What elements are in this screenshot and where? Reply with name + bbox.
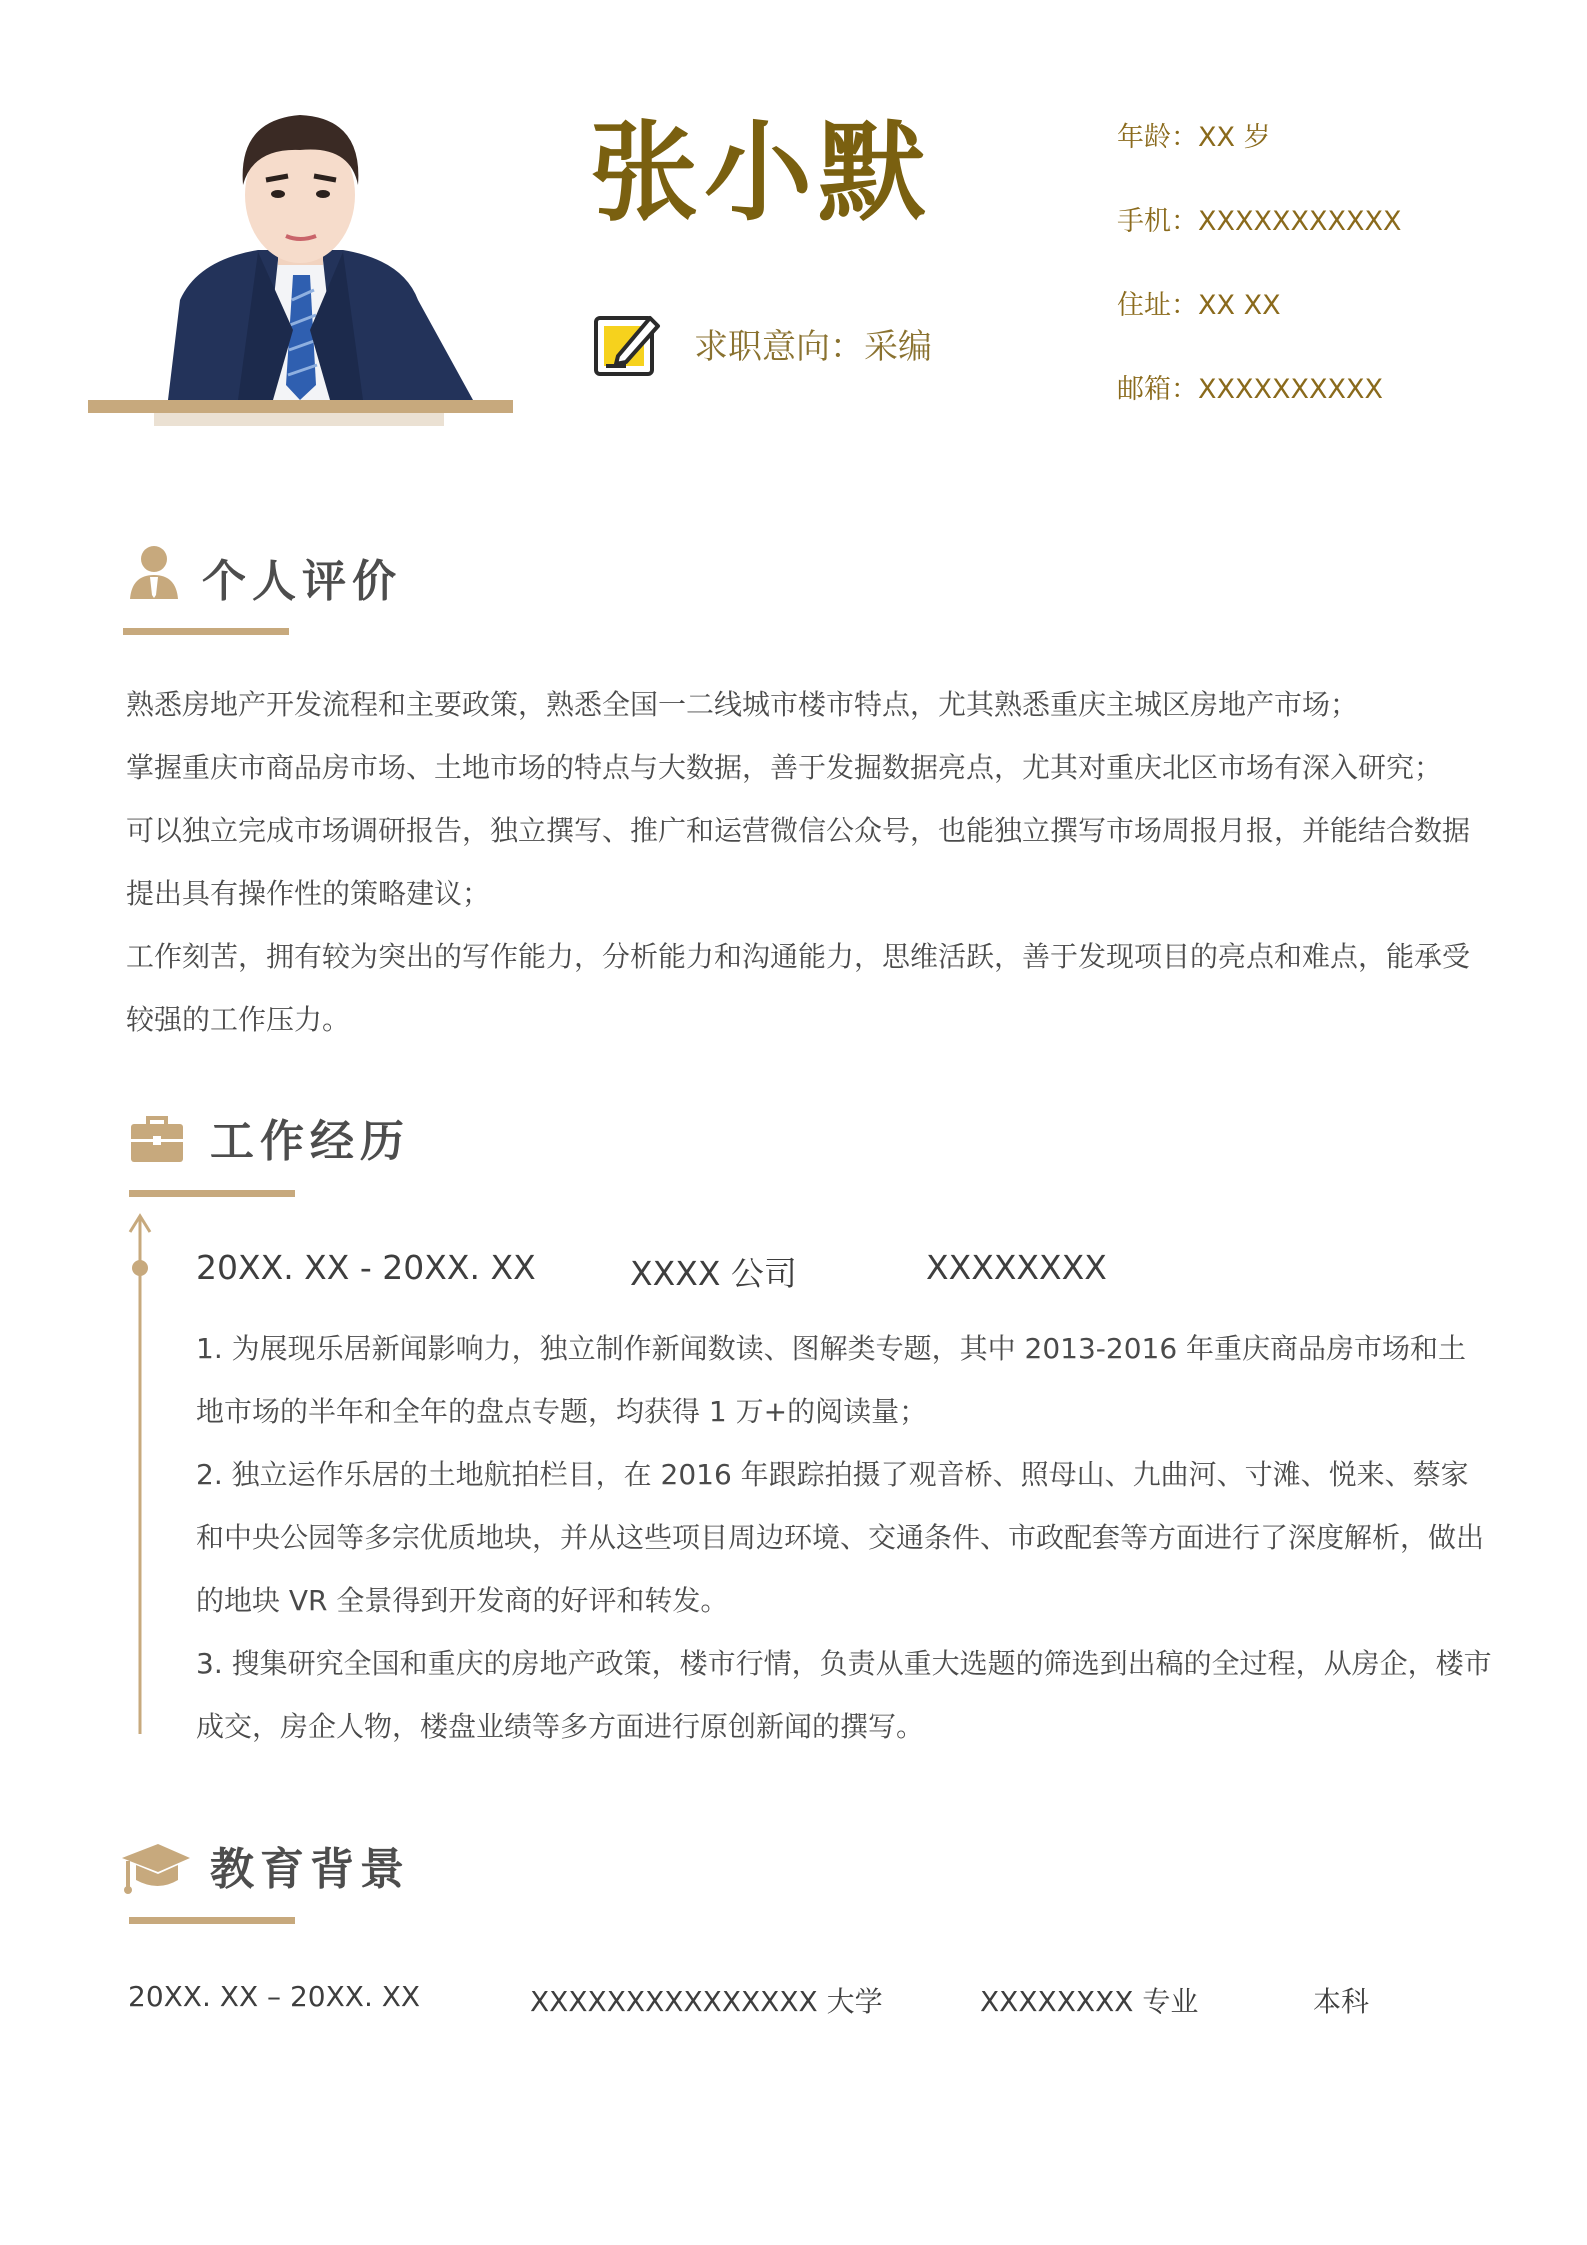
evaluation-line: 熟悉房地产开发流程和主要政策，熟悉全国一二线城市楼市特点，尤其熟悉重庆主城区房地产市场； (126, 688, 1359, 721)
candidate-name: 张小默 (590, 111, 933, 236)
avatar (88, 100, 513, 430)
briefcase-icon (129, 1112, 185, 1168)
section-underline (123, 628, 289, 635)
personal-evaluation (126, 673, 1486, 1051)
section-title-personal: 个人评价 (202, 556, 402, 607)
evaluation-line: 掌握重庆市商品房市场、土地市场的特点与大数据，善于发掘数据亮点，尤其对重庆北区市场有深入研究； (126, 751, 1443, 784)
duty-item: 1. 为展现乐居新闻影响力，独立制作新闻数读、图解类专题，其中 2013-2016 年重庆商品房市场和土地市场的半年和全年的盘点专题，均获得 1 万+的阅读量； (196, 1332, 1467, 1428)
section-title-work: 工作经历 (210, 1116, 410, 1167)
evaluation-line: 可以独立完成市场调研报告，独立撰写、推广和运营微信公众号，也能独立撰写市场周报月报，并能结合数据提出具有操作性的策略建议； (126, 814, 1471, 910)
info-email: 邮箱：XXXXXXXXXX (1117, 374, 1383, 405)
duty-item: 3. 搜集研究全国和重庆的房地产政策，楼市行情，负责从重大选题的筛选到出稿的全过程，从房企，楼市成交，房企人物，楼盘业绩等多方面进行原创新闻的撰写。 (196, 1647, 1492, 1743)
edu-period: 20XX. XX – 20XX. XX (128, 1980, 421, 2013)
info-phone: 手机：XXXXXXXXXXX (1117, 206, 1402, 237)
section-underline (129, 1190, 295, 1197)
job-header (196, 1248, 1107, 1295)
portrait-illustration (88, 100, 513, 430)
company-name: XXXX 公司 (630, 1254, 797, 1293)
section-underline (129, 1917, 295, 1924)
graduation-cap-icon (120, 1840, 192, 1896)
duty-item: 2. 独立运作乐居的土地航拍栏目，在 2016 年跟踪拍摄了观音桥、照母山、九曲河、寸滩、悦来、蔡家和中央公园等多宗优质地块，并从这些项目周边环境、交通条件、市政配套等方面进行了深度解析，做出的地块 VR 全景得到开发商的好评和转发。 (196, 1458, 1485, 1617)
degree: 本科 (1313, 1985, 1370, 2018)
timeline-line (124, 1212, 158, 1738)
job-intent-text: 求职意向：采编 (694, 326, 932, 367)
section-title-education: 教育背景 (210, 1844, 410, 1895)
evaluation-line: 工作刻苦，拥有较为突出的写作能力，分析能力和沟通能力，思维活跃，善于发现项目的亮点和难点，能承受较强的工作压力。 (126, 940, 1471, 1036)
job-position: XXXXXXXX (926, 1248, 1107, 1287)
job-period: 20XX. XX - 20XX. XX (196, 1248, 536, 1287)
person-icon (126, 543, 182, 599)
job-duties (196, 1317, 1492, 1758)
major-name: XXXXXXXX 专业 (980, 1985, 1199, 2018)
edit-icon (592, 308, 662, 378)
info-age: 年龄：XX 岁 (1117, 122, 1271, 153)
job-intent (592, 308, 932, 378)
school-name: XXXXXXXXXXXXXXX 大学 (530, 1985, 883, 2018)
info-address: 住址：XX XX (1117, 290, 1281, 321)
